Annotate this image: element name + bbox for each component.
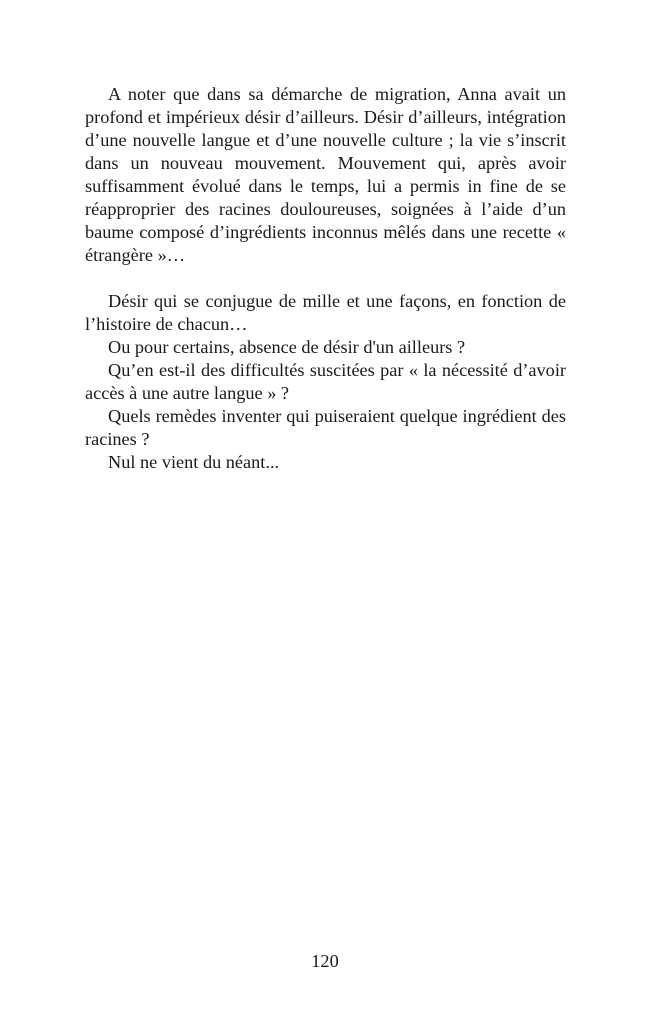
paragraph-remedes: Quels remèdes inventer qui puiseraient quelque ingrédient des racines ?	[85, 406, 566, 449]
paragraph-migration: A noter que dans sa démarche de migration, Anna avait un profond et impérieux désir d’ailleurs. Désir d’ailleurs, intégration d’une nouvelle langue et d’une nouvelle culture ; la vie s’inscrit dans un nouveau mouvement. Mouvement qui, après avoir suffisamment évolué dans le temps, lui a permis in fine de se réapproprier des racines douloureuses, soignées à l’aide d’un baume composé d’ingrédients inconnus mêlés dans une recette « étrangère »…	[85, 84, 566, 265]
paragraph-desir: Désir qui se conjugue de mille et une façons, en fonction de l’histoire de chacun…	[85, 291, 566, 334]
paragraph-neant: Nul ne vient du néant...	[108, 452, 280, 472]
paragraph-langue: Qu’en est-il des difficultés suscitées par « la nécessité d’avoir accès à une autre langue » ?	[85, 360, 566, 403]
body-text	[85, 83, 566, 474]
paragraph-absence: Ou pour certains, absence de désir d'un ailleurs ?	[108, 337, 466, 357]
page-number: 120	[311, 951, 339, 971]
